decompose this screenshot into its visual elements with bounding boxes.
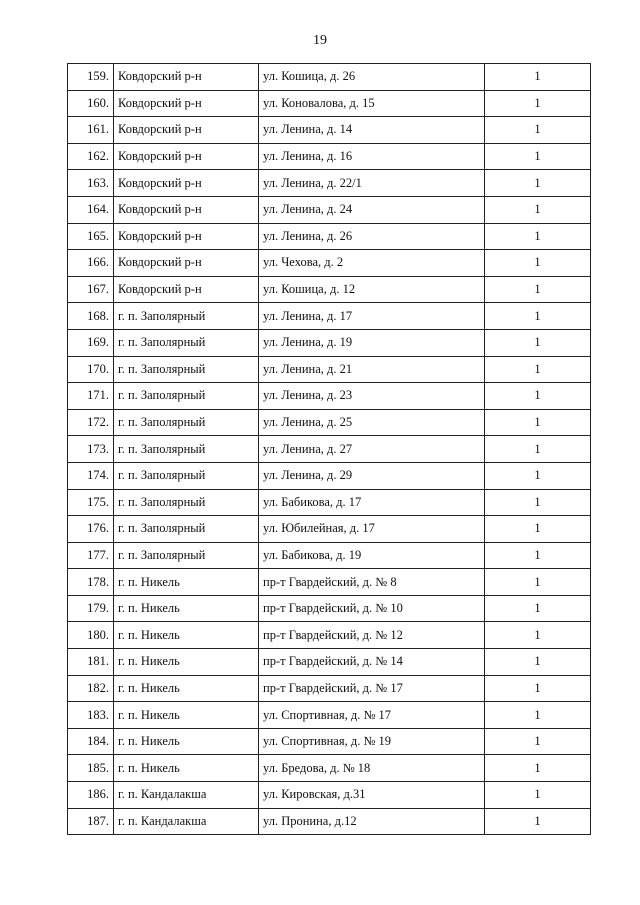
table-row — [68, 303, 591, 330]
row-number: 163. — [68, 170, 114, 197]
table-row — [68, 276, 591, 303]
row-number: 181. — [68, 649, 114, 676]
table-row — [68, 675, 591, 702]
quantity-cell: 1 — [485, 462, 591, 489]
table-row — [68, 808, 591, 835]
row-number: 167. — [68, 276, 114, 303]
address-cell: ул. Спортивная, д. № 17 — [259, 702, 485, 729]
table-row — [68, 223, 591, 250]
row-number: 174. — [68, 462, 114, 489]
area-cell: г. п. Кандалакша — [114, 782, 259, 809]
address-cell: ул. Ленина, д. 23 — [259, 383, 485, 410]
row-number: 168. — [68, 303, 114, 330]
quantity-cell: 1 — [485, 170, 591, 197]
row-number: 161. — [68, 117, 114, 144]
address-cell: пр-т Гвардейский, д. № 14 — [259, 649, 485, 676]
area-cell: г. п. Никель — [114, 622, 259, 649]
row-number: 166. — [68, 250, 114, 277]
row-number: 175. — [68, 489, 114, 516]
row-number: 176. — [68, 516, 114, 543]
address-cell: ул. Кошица, д. 12 — [259, 276, 485, 303]
address-cell: ул. Бабикова, д. 19 — [259, 542, 485, 569]
table-row — [68, 782, 591, 809]
table-row — [68, 250, 591, 277]
address-cell: ул. Ленина, д. 29 — [259, 462, 485, 489]
page-number: 19 — [313, 33, 327, 48]
address-cell: ул. Юбилейная, д. 17 — [259, 516, 485, 543]
address-cell: ул. Спортивная, д. № 19 — [259, 728, 485, 755]
quantity-cell: 1 — [485, 675, 591, 702]
area-cell: Ковдорский р-н — [114, 64, 259, 91]
row-number: 187. — [68, 808, 114, 835]
row-number: 185. — [68, 755, 114, 782]
row-number: 184. — [68, 728, 114, 755]
table-row — [68, 409, 591, 436]
area-cell: г. п. Заполярный — [114, 303, 259, 330]
quantity-cell: 1 — [485, 143, 591, 170]
quantity-cell: 1 — [485, 90, 591, 117]
quantity-cell: 1 — [485, 436, 591, 463]
address-cell: ул. Ленина, д. 22/1 — [259, 170, 485, 197]
address-cell: пр-т Гвардейский, д. № 17 — [259, 675, 485, 702]
area-cell: Ковдорский р-н — [114, 170, 259, 197]
table-row — [68, 595, 591, 622]
address-cell: ул. Ленина, д. 25 — [259, 409, 485, 436]
area-cell: г. п. Заполярный — [114, 356, 259, 383]
quantity-cell: 1 — [485, 64, 591, 91]
area-cell: г. п. Никель — [114, 675, 259, 702]
table-body — [68, 64, 591, 835]
area-cell: г. п. Никель — [114, 728, 259, 755]
quantity-cell: 1 — [485, 117, 591, 144]
quantity-cell: 1 — [485, 196, 591, 223]
quantity-cell: 1 — [485, 595, 591, 622]
address-cell: пр-т Гвардейский, д. № 12 — [259, 622, 485, 649]
table-row — [68, 462, 591, 489]
table-row — [68, 542, 591, 569]
row-number: 177. — [68, 542, 114, 569]
row-number: 169. — [68, 329, 114, 356]
address-table — [67, 63, 591, 835]
quantity-cell: 1 — [485, 409, 591, 436]
area-cell: г. п. Никель — [114, 755, 259, 782]
quantity-cell: 1 — [485, 276, 591, 303]
table-row — [68, 649, 591, 676]
row-number: 173. — [68, 436, 114, 463]
quantity-cell: 1 — [485, 782, 591, 809]
address-cell: ул. Кировская, д.31 — [259, 782, 485, 809]
row-number: 182. — [68, 675, 114, 702]
row-number: 179. — [68, 595, 114, 622]
quantity-cell: 1 — [485, 250, 591, 277]
row-number: 164. — [68, 196, 114, 223]
table-row — [68, 143, 591, 170]
area-cell: г. п. Заполярный — [114, 383, 259, 410]
quantity-cell: 1 — [485, 516, 591, 543]
row-number: 162. — [68, 143, 114, 170]
area-cell: г. п. Никель — [114, 649, 259, 676]
quantity-cell: 1 — [485, 489, 591, 516]
quantity-cell: 1 — [485, 808, 591, 835]
quantity-cell: 1 — [485, 383, 591, 410]
area-cell: г. п. Заполярный — [114, 462, 259, 489]
quantity-cell: 1 — [485, 755, 591, 782]
quantity-cell: 1 — [485, 569, 591, 596]
area-cell: Ковдорский р-н — [114, 223, 259, 250]
address-cell: ул. Пронина, д.12 — [259, 808, 485, 835]
table-row — [68, 170, 591, 197]
table-row — [68, 90, 591, 117]
row-number: 160. — [68, 90, 114, 117]
quantity-cell: 1 — [485, 649, 591, 676]
area-cell: г. п. Заполярный — [114, 436, 259, 463]
address-cell: ул. Бредова, д. № 18 — [259, 755, 485, 782]
area-cell: Ковдорский р-н — [114, 117, 259, 144]
address-cell: ул. Ленина, д. 16 — [259, 143, 485, 170]
area-cell: г. п. Заполярный — [114, 516, 259, 543]
address-cell: ул. Ленина, д. 21 — [259, 356, 485, 383]
area-cell: Ковдорский р-н — [114, 143, 259, 170]
row-number: 170. — [68, 356, 114, 383]
table-row — [68, 329, 591, 356]
row-number: 172. — [68, 409, 114, 436]
table-row — [68, 64, 591, 91]
row-number: 159. — [68, 64, 114, 91]
address-cell: ул. Чехова, д. 2 — [259, 250, 485, 277]
quantity-cell: 1 — [485, 542, 591, 569]
row-number: 165. — [68, 223, 114, 250]
address-cell: ул. Бабикова, д. 17 — [259, 489, 485, 516]
table-row — [68, 702, 591, 729]
table-row — [68, 622, 591, 649]
row-number: 171. — [68, 383, 114, 410]
area-cell: Ковдорский р-н — [114, 90, 259, 117]
area-cell: г. п. Заполярный — [114, 409, 259, 436]
table-row — [68, 516, 591, 543]
address-cell: ул. Ленина, д. 14 — [259, 117, 485, 144]
area-cell: г. п. Кандалакша — [114, 808, 259, 835]
address-cell: ул. Ленина, д. 24 — [259, 196, 485, 223]
quantity-cell: 1 — [485, 356, 591, 383]
area-cell: г. п. Никель — [114, 569, 259, 596]
area-cell: Ковдорский р-н — [114, 276, 259, 303]
table-row — [68, 755, 591, 782]
table-row — [68, 383, 591, 410]
area-cell: г. п. Никель — [114, 702, 259, 729]
table-row — [68, 728, 591, 755]
quantity-cell: 1 — [485, 702, 591, 729]
area-cell: Ковдорский р-н — [114, 196, 259, 223]
row-number: 178. — [68, 569, 114, 596]
row-number: 183. — [68, 702, 114, 729]
address-cell: ул. Ленина, д. 26 — [259, 223, 485, 250]
address-cell: ул. Кошица, д. 26 — [259, 64, 485, 91]
area-cell: г. п. Заполярный — [114, 542, 259, 569]
table-row — [68, 436, 591, 463]
quantity-cell: 1 — [485, 622, 591, 649]
address-cell: пр-т Гвардейский, д. № 8 — [259, 569, 485, 596]
address-cell: ул. Ленина, д. 17 — [259, 303, 485, 330]
table-row — [68, 569, 591, 596]
address-cell: ул. Ленина, д. 19 — [259, 329, 485, 356]
address-cell: ул. Ленина, д. 27 — [259, 436, 485, 463]
area-cell: г. п. Никель — [114, 595, 259, 622]
area-cell: г. п. Заполярный — [114, 329, 259, 356]
table-row — [68, 117, 591, 144]
address-cell: пр-т Гвардейский, д. № 10 — [259, 595, 485, 622]
table-row — [68, 196, 591, 223]
row-number: 180. — [68, 622, 114, 649]
row-number: 186. — [68, 782, 114, 809]
area-cell: Ковдорский р-н — [114, 250, 259, 277]
quantity-cell: 1 — [485, 329, 591, 356]
table-row — [68, 489, 591, 516]
quantity-cell: 1 — [485, 728, 591, 755]
quantity-cell: 1 — [485, 303, 591, 330]
address-cell: ул. Коновалова, д. 15 — [259, 90, 485, 117]
table-row — [68, 356, 591, 383]
area-cell: г. п. Заполярный — [114, 489, 259, 516]
quantity-cell: 1 — [485, 223, 591, 250]
